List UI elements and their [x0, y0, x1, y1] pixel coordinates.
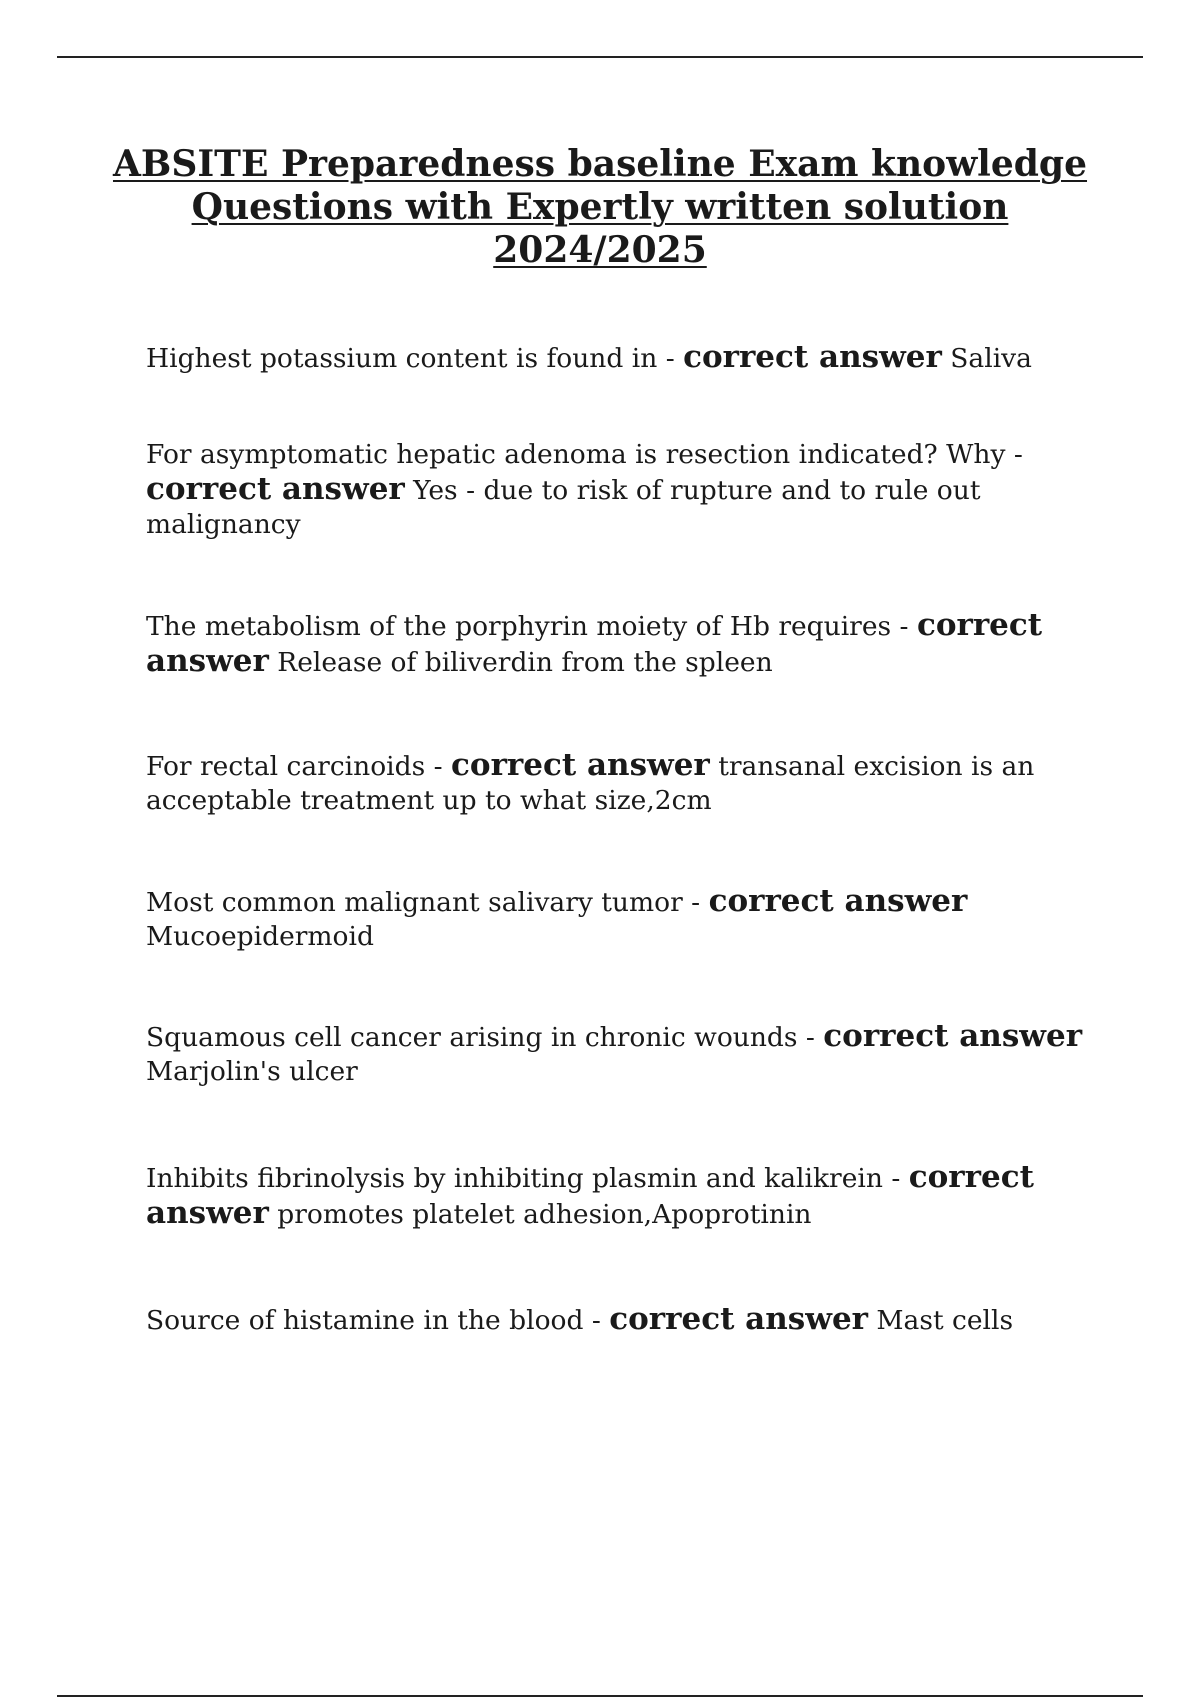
answer-text: Release of biliverdin from the spleen	[268, 647, 773, 678]
question-text: Squamous cell cancer arising in chronic wounds -	[146, 1022, 824, 1053]
qa-item-4	[146, 748, 1096, 818]
answer-label: correct answer	[451, 747, 710, 783]
answer-label: correct answer	[609, 1301, 868, 1337]
answer-text: Mast cells	[868, 1305, 1014, 1336]
answer-text: Mucoepidermoid	[146, 921, 374, 952]
top-rule	[57, 56, 1143, 58]
question-text: Source of histamine in the blood -	[146, 1305, 610, 1336]
answer-text: transanal excision is an acceptable treatment up to what size,2cm	[146, 751, 1035, 816]
answer-label: correct answer	[823, 1018, 1083, 1054]
answer-label: correct answer	[708, 883, 968, 919]
answer-label: correct answer	[683, 339, 942, 375]
question-text: Inhibits fibrinolysis by inhibiting plasmin and kalikrein -	[146, 1163, 909, 1194]
question-text: Most common malignant salivary tumor -	[146, 887, 709, 918]
answer-label: correct answer	[146, 1159, 1034, 1231]
answer-text: Yes - due to risk of rupture and to rule out malignancy	[146, 475, 981, 540]
answer-text: promotes platelet adhesion,Apoprotinin	[268, 1199, 812, 1230]
qa-item-7	[146, 1160, 1096, 1232]
qa-item-3	[146, 608, 1096, 680]
qa-item-2	[146, 438, 1096, 542]
answer-text: Marjolin's ulcer	[146, 1056, 358, 1087]
question-text: For asymptomatic hepatic adenoma is resection indicated? Why -	[146, 439, 1023, 470]
answer-label: correct answer	[146, 471, 405, 507]
question-text: For rectal carcinoids -	[146, 751, 452, 782]
answer-label: correct answer	[146, 607, 1043, 679]
bottom-rule	[57, 1695, 1143, 1697]
qa-item-6	[146, 1019, 1096, 1089]
document-title: ABSITE Preparedness baseline Exam knowledge Questions with Expertly written solution 2024/2025	[112, 143, 1088, 271]
question-text: The metabolism of the porphyrin moiety of Hb requires -	[146, 611, 917, 642]
qa-item-8	[146, 1302, 1096, 1338]
question-text: Highest potassium content is found in -	[146, 343, 684, 374]
answer-text: Saliva	[941, 343, 1032, 374]
qa-item-5	[146, 884, 1096, 954]
qa-item-1	[146, 340, 1096, 376]
